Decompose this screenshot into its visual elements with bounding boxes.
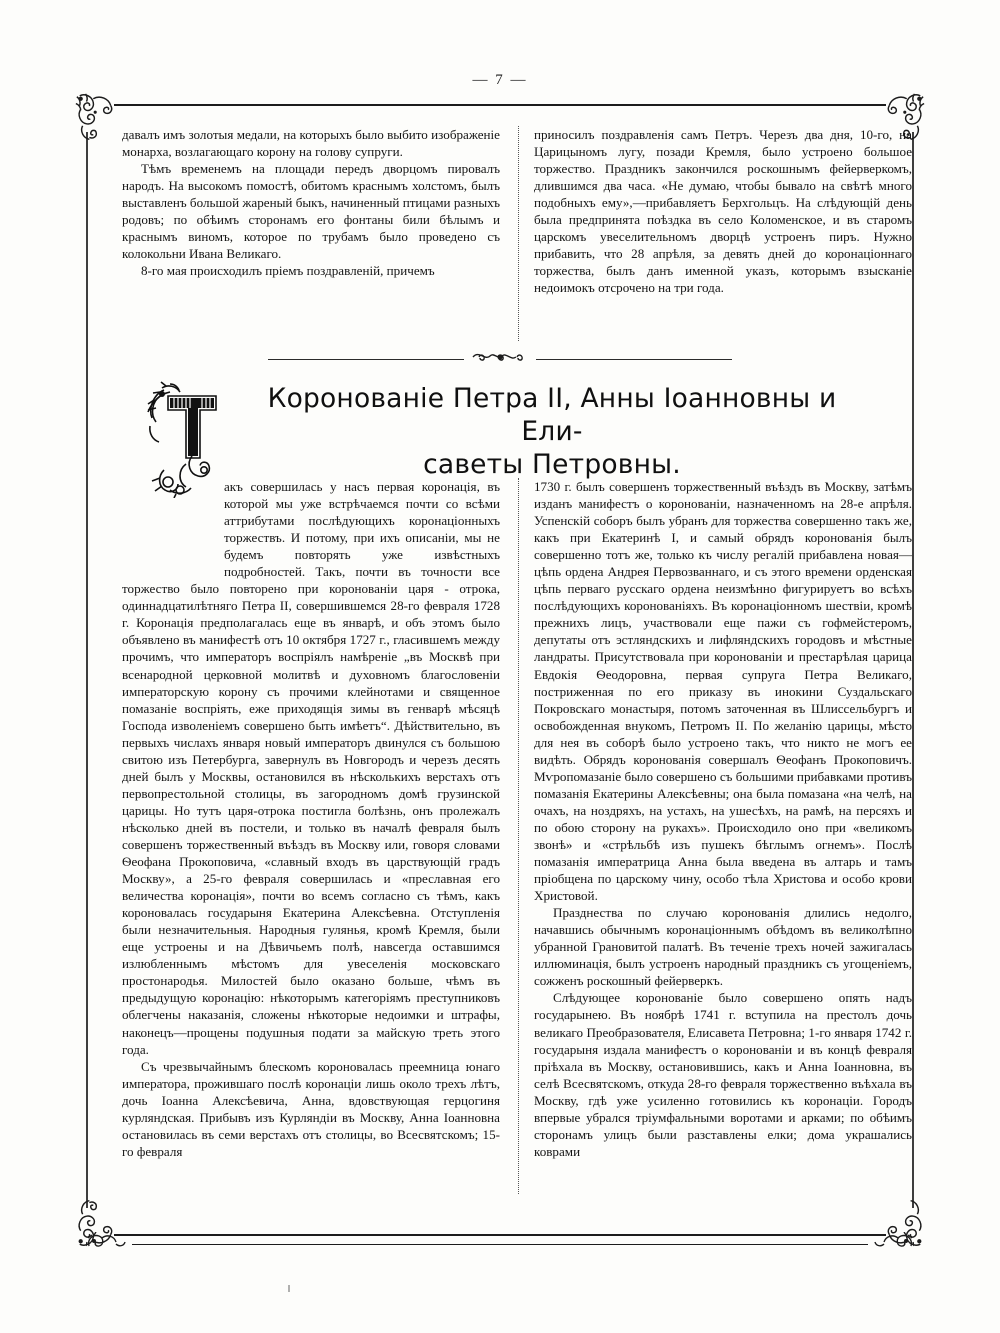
frame-rule-left — [86, 132, 88, 1208]
paragraph: 1730 г. былъ совершенъ торжественный въѣздъ въ Москву, затѣмъ изданъ манифестъ о коронованіи, назначенномъ на 28-е апрѣля. Успенскій соборъ былъ убранъ для торжества совершенно такъ же, какъ при Екатеринѣ I, и самый обрядъ коронованія былъ совершенно тотъ же, только къ числу регалій прибавлена новая—цѣпь ордена Андрея Первозваннаго, и съ этого времени орденская цѣпь перваго русскаго ордена неизмѣнно фигурируетъ во всѣхъ послѣдующихъ коронованіяхъ. Въ коронаціонномъ шествіи, кромѣ прежнихъ лицъ, участвовали еще пажи съ гофмейстеромъ, депутаты отъ эстляндскихъ и лифляндскихъ городовъ и мѣстные ландраты. Присутствовала при коронованіи и престарѣлая царица Евдокія Ѳеодоровна, первая супруга Петра Великаго, постриженная по его приказу въ инокини Суздальскаго Покровскаго монастыря, потомъ заточенная въ Шлиссельбургъ и освобожденная внукомъ, Петромъ II. По желанію царицы, мѣсто для нея въ соборѣ было устроено такъ, что никто не могъ ее видѣть. Обрядъ коронованія совершалъ Ѳеофанъ Прокоповичъ. Мѵропомазаніе было совершено съ большими прибавками противъ помазанія Екатерины Алексѣевны; она была помазана «на челѣ, на очахъ, на ноздряхъ, на устахъ, на ушесѣхъ, на рамѣ, на персяхъ и по обою сторону на рукахъ». Происходило оно при «великомъ звонѣ» и «стрѣльбѣ изъ пушекъ бѣглымъ огнемъ». Послѣ помазанія императрица Анна была введена въ алтарь и тамъ пріобщена по царскому чину, особо тѣла Христова и особо крови Христовой. — [534, 479, 912, 904]
column-gutter-rule — [518, 478, 519, 1194]
paragraph: Тѣмъ временемъ на площади передъ дворцомъ пировалъ народъ. На высокомъ помостѣ, обитомъ краснымъ холстомъ, былъ выставленъ большой жареный быкъ, начиненный птицами разныхъ родовъ; по обѣимъ сторонамъ его фонтаны били бѣлымъ и краснымъ виномъ, которое по трубамъ было проведено съ колокольни Ивана Великаго. — [122, 161, 500, 262]
paragraph: Съ чрезвычайнымъ блескомъ короновалась преемница юнаго императора, прожившаго послѣ коронаціи лишь около трехъ лѣтъ, дочь Іоанна Алексѣевича, Анна, вдовствующая герцогиня курляндская. Прибывъ изъ Курляндіи въ Москву, Анна Іоанновна остановилась въ семи верстахъ отъ столицы, во Всесвятскомъ; 15-го февраля — [122, 1058, 500, 1159]
article-title-line-1: Коронованіе Петра II, Анны Іоанновны и Ели- — [267, 383, 837, 447]
dropcap-wrap-spacer — [122, 478, 224, 580]
column-gutter-rule — [518, 126, 520, 341]
paragraph: Празднества по случаю коронованія длились недолго, начавшись обычнымъ коронаціоннымъ обѣдомъ въ великолѣпно убранной Грановитой палатѣ. Въ теченіе трехъ ночей зажигалась иллюминація, былъ устроенъ народный праздникъ съ угощеніемъ, сожженъ роскошный фейерверкъ. — [534, 905, 912, 989]
article-title — [248, 382, 856, 481]
top-left-column — [122, 126, 500, 296]
scroll-knot-divider-icon — [0, 348, 1000, 371]
scan-artifact — [288, 1285, 290, 1292]
floral-scroll-corner-icon — [86, 1232, 132, 1257]
frame-rule-top — [114, 104, 886, 106]
top-text-block — [122, 126, 912, 296]
paragraph: давалъ имъ золотыя медали, на которыхъ было выбито изображеніе монарха, возлагающаго корону на голову супруги. — [122, 127, 500, 160]
page-number: — 7 — — [472, 72, 528, 88]
paragraph: приносилъ поздравленія самъ Петръ. Черезъ два дня, 10-го, на Царицыномъ лугу, позади Кремля, было устроено большое торжество. Праздникъ закончился роскошнымъ фейерверкомъ, длившимся два часа. «Не думаю, чтобы бывало на свѣтѣ много подобныхъ ему»,—прибавляетъ Берхгольцъ. На слѣдующій день была предпринята поѣздка въ село Коломенское, и въ старомъ царскомъ увеселительномъ дворцѣ устроенъ пиръ. Нужно прибавить, что 28 апрѣля, за девять дней до коронаціоннаго торжества, былъ данъ именной указъ, которымъ взысканіе недоимокъ отсрочено на три года. — [534, 127, 912, 296]
paragraph: Слѣдующее коронованіе было совершено опять надъ государынею. Въ ноябрѣ 1741 г. вступила на престолъ дочь великаго Преобразователя, Елисавета Петровна; 1-го января 1742 г. государыня издала манифестъ о коронованіи и въ концѣ февраля пріѣхала въ Москву, остановившись, какъ и Анна Іоанновна, въ селѣ Всесвятскомъ, откуда 28-го февраля торжественно въѣхала въ Москву, гдѣ уже усиленно готовились къ коронаціи. Городъ впервые убрался тріумфальными воротами и арками; по обѣимъ сторонамъ улицъ были разставлены елки; дома украшались коврами — [534, 990, 912, 1159]
article-left-column — [122, 478, 500, 1160]
article-title-line-2: саветы Петровны. — [423, 449, 681, 480]
frame-rule-right — [912, 132, 914, 1208]
paragraph: 8-го мая происходилъ пріемъ поздравленій, причемъ — [140, 263, 435, 279]
top-right-column — [534, 126, 912, 296]
floral-scroll-corner-icon — [868, 1232, 914, 1257]
bottom-ornament-rule — [86, 1232, 914, 1257]
paragraph: акъ совершилась у насъ первая коронація, въ которой мы уже встрѣчаемся почти со всѣми аттрибутами послѣдующихъ коронаціонныхъ торжествъ. И потому, при ихъ описаніи, мы не будемъ повторять уже извѣстныхъ подробностей. Такъ, почти въ точности все торжество было повторено при коронованіи царя - отрока, одиннадцатилѣтняго Петра II, совершившемся 28-го февраля 1728 г. Коронація предполагалась еще въ январѣ, и объ этомъ было объявлено въ манифестѣ отъ 10 октября 1727 г., гласившемъ между прочимъ, что императоръ воспріялъ намѣреніе „въ Москвѣ при всенародной церковной молитвѣ и духовномъ благословеніи императорскую корону съ прочими клейнотами и священное помазаніе воспріять, еже приходящія зимы въ генварѣ мѣсяцѣ Господа изволеніемъ совершено быть имѣетъ“. Дѣйствительно, въ первыхъ числахъ января новый императоръ двинулся съ большою свитою изъ Петербурга, завернулъ въ Новгородъ и черезъ десять дней былъ у Москвы, остановился въ нѣсколькихъ верстахъ отъ первопрестольной столицы, въ загородномъ домѣ грузинской царицы. Но тутъ царя-отрока постигла болѣзнь, онъ пролежалъ нѣсколько дней въ постели, и только въ началѣ февраля былъ совершенъ торжественный въѣздъ въ Москву или, говоря словами Ѳеофана Прокоповича, «славный входъ въ царствующій градъ Москву», а 25-го февраля совершилась и «преславная его величества коронація», почти во всемъ согласно съ тѣмъ, какъ короновалась государыня Екатерина Алексѣевна. Отступленія были незначительныя. Народныя гулянья, кромѣ Кремля, были еще устроены и на Дѣвичьемъ полѣ, навсегда оставшимся излюбленнымъ мѣстомъ для увеселенія московскаго простонародья. Милостей было оказано больше, чѣмъ въ предыдущую коронацію: нѣкоторымъ категоріямъ преступниковъ облегчены наказанія, сложены нѣкоторые недоимки и штрафы, наконецъ—прощены подушныя подати за майскую треть этого года. — [122, 479, 500, 1057]
article-right-column — [534, 478, 912, 1160]
article-body-block — [122, 478, 912, 1160]
